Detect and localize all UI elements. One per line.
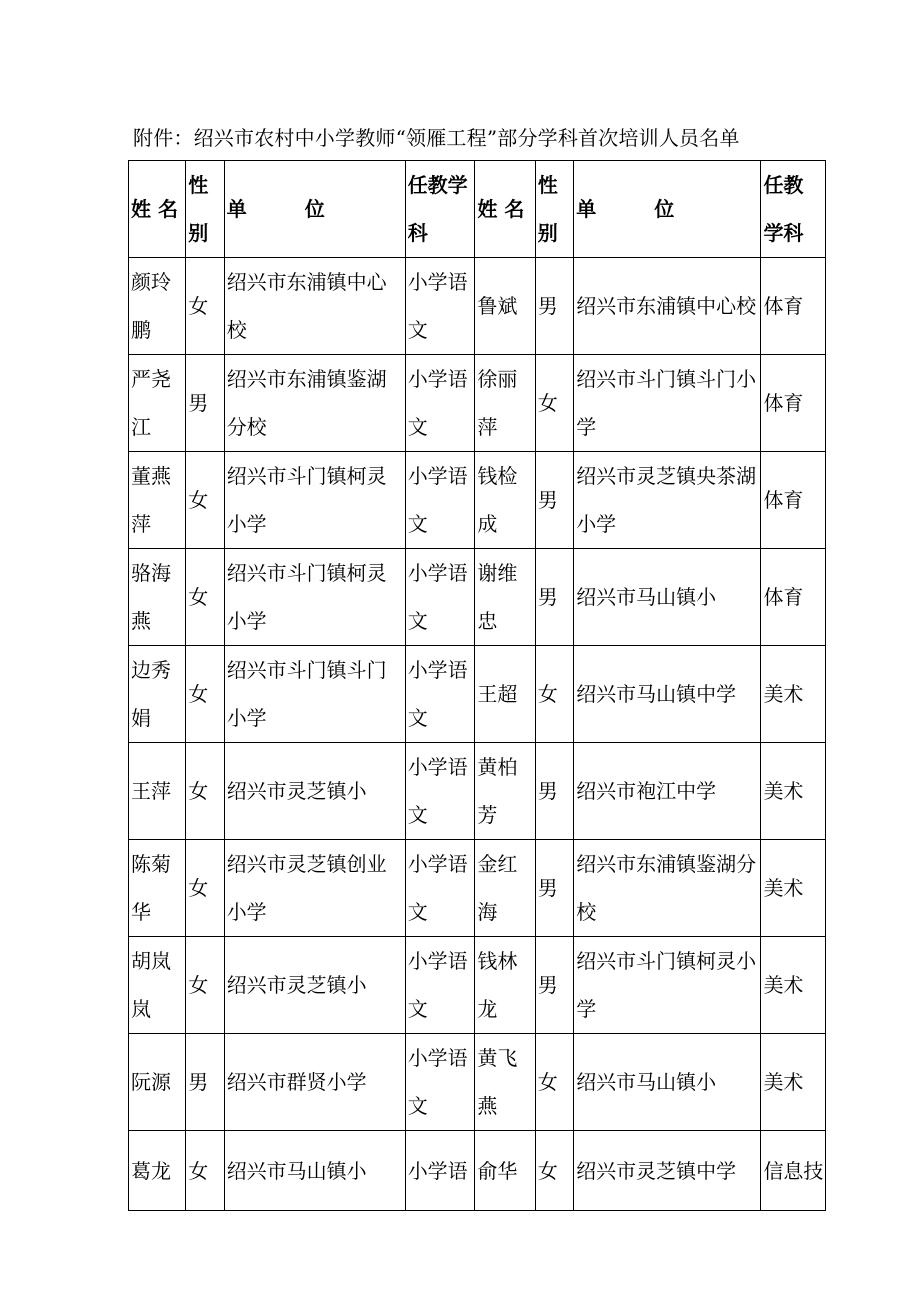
gender-cell: 女	[186, 937, 224, 1034]
gender-cell: 男	[535, 743, 573, 840]
name-cell: 鲁斌	[475, 258, 535, 355]
gender-cell: 男	[535, 937, 573, 1034]
unit-cell: 绍兴市袍江中学	[574, 743, 761, 840]
name-cell: 董燕萍	[129, 452, 186, 549]
gender-cell: 女	[535, 646, 573, 743]
header-subject-right: 任教学科	[761, 161, 826, 258]
name-cell: 钱检成	[475, 452, 535, 549]
header-gender-right: 性别	[535, 161, 573, 258]
unit-cell: 绍兴市灵芝镇中学	[574, 1131, 761, 1211]
unit-cell: 绍兴市马山镇小	[574, 549, 761, 646]
unit-cell: 绍兴市马山镇中学	[574, 646, 761, 743]
unit-cell: 绍兴市东浦镇中心校	[224, 258, 405, 355]
name-cell: 胡岚岚	[129, 937, 186, 1034]
gender-cell: 女	[186, 646, 224, 743]
unit-cell: 绍兴市东浦镇鉴湖分校	[224, 355, 405, 452]
gender-cell: 女	[186, 452, 224, 549]
subject-cell: 美术	[761, 840, 826, 937]
gender-cell: 女	[186, 258, 224, 355]
subject-cell: 信息技	[761, 1131, 826, 1211]
unit-cell: 绍兴市斗门镇斗门小学	[224, 646, 405, 743]
gender-cell: 女	[186, 549, 224, 646]
gender-cell: 男	[535, 840, 573, 937]
table-row	[129, 452, 826, 549]
unit-cell: 绍兴市东浦镇鉴湖分校	[574, 840, 761, 937]
name-cell: 黄柏芳	[475, 743, 535, 840]
header-unit-right-b: 位	[654, 197, 675, 221]
subject-cell: 小学语文	[405, 549, 475, 646]
table-row	[129, 1131, 826, 1211]
name-cell: 严尧江	[129, 355, 186, 452]
subject-cell: 体育	[761, 355, 826, 452]
name-cell: 黄飞燕	[475, 1034, 535, 1131]
name-cell: 颜玲鹏	[129, 258, 186, 355]
subject-cell: 小学语文	[405, 840, 475, 937]
subject-cell: 美术	[761, 937, 826, 1034]
table-row	[129, 743, 826, 840]
name-cell: 俞华	[475, 1131, 535, 1211]
gender-cell: 女	[535, 1131, 573, 1211]
header-unit-right	[574, 161, 761, 258]
subject-cell: 美术	[761, 1034, 826, 1131]
subject-cell: 小学语文	[405, 743, 475, 840]
gender-cell: 女	[186, 743, 224, 840]
table-row	[129, 549, 826, 646]
subject-cell: 体育	[761, 452, 826, 549]
header-unit-right-a: 单	[576, 197, 597, 221]
gender-cell: 男	[186, 355, 224, 452]
unit-cell: 绍兴市东浦镇中心校	[574, 258, 761, 355]
header-subject-left: 任教学科	[405, 161, 475, 258]
gender-cell: 女	[535, 355, 573, 452]
gender-cell: 女	[186, 1131, 224, 1211]
subject-cell: 美术	[761, 646, 826, 743]
subject-cell: 小学语文	[405, 355, 475, 452]
unit-cell: 绍兴市斗门镇柯灵小学	[224, 549, 405, 646]
name-cell: 阮源	[129, 1034, 186, 1131]
subject-cell: 小学语文	[405, 452, 475, 549]
table-row	[129, 355, 826, 452]
table-header-row	[129, 161, 826, 258]
header-gender-left: 性别	[186, 161, 224, 258]
table-row	[129, 258, 826, 355]
gender-cell: 男	[535, 452, 573, 549]
table-row	[129, 937, 826, 1034]
subject-cell: 小学语文	[405, 258, 475, 355]
header-unit-left-b: 位	[304, 197, 325, 221]
unit-cell: 绍兴市群贤小学	[224, 1034, 405, 1131]
unit-cell: 绍兴市马山镇小	[574, 1034, 761, 1131]
document-title: 附件：绍兴市农村中小学教师“领雁工程”部分学科首次培训人员名单	[133, 126, 740, 150]
name-cell: 谢维忠	[475, 549, 535, 646]
subject-cell: 美术	[761, 743, 826, 840]
gender-cell: 男	[535, 549, 573, 646]
name-cell: 徐丽萍	[475, 355, 535, 452]
subject-cell: 小学语文	[405, 1034, 475, 1131]
unit-cell: 绍兴市斗门镇斗门小学	[574, 355, 761, 452]
name-cell: 钱林龙	[475, 937, 535, 1034]
name-cell: 葛龙	[129, 1131, 186, 1211]
name-cell: 边秀娟	[129, 646, 186, 743]
name-cell: 王超	[475, 646, 535, 743]
unit-cell: 绍兴市灵芝镇创业小学	[224, 840, 405, 937]
subject-cell: 小学语文	[405, 937, 475, 1034]
unit-cell: 绍兴市灵芝镇小	[224, 743, 405, 840]
name-cell: 王萍	[129, 743, 186, 840]
unit-cell: 绍兴市灵芝镇小	[224, 937, 405, 1034]
table-row	[129, 840, 826, 937]
unit-cell: 绍兴市马山镇小	[224, 1131, 405, 1211]
gender-cell: 男	[535, 258, 573, 355]
table-row	[129, 1034, 826, 1131]
header-name-left: 姓 名	[129, 161, 186, 258]
trainee-roster-table	[128, 160, 826, 1211]
subject-cell: 小学语文	[405, 646, 475, 743]
name-cell: 金红海	[475, 840, 535, 937]
subject-cell: 体育	[761, 258, 826, 355]
name-cell: 陈菊华	[129, 840, 186, 937]
subject-cell: 体育	[761, 549, 826, 646]
unit-cell: 绍兴市斗门镇柯灵小学	[574, 937, 761, 1034]
name-cell: 骆海燕	[129, 549, 186, 646]
subject-cell: 小学语	[405, 1131, 475, 1211]
table-row	[129, 646, 826, 743]
header-unit-left	[224, 161, 405, 258]
gender-cell: 男	[186, 1034, 224, 1131]
gender-cell: 女	[535, 1034, 573, 1131]
header-unit-left-a: 单	[226, 197, 247, 221]
gender-cell: 女	[186, 840, 224, 937]
unit-cell: 绍兴市灵芝镇央茶湖小学	[574, 452, 761, 549]
header-name-right: 姓 名	[475, 161, 535, 258]
unit-cell: 绍兴市斗门镇柯灵小学	[224, 452, 405, 549]
